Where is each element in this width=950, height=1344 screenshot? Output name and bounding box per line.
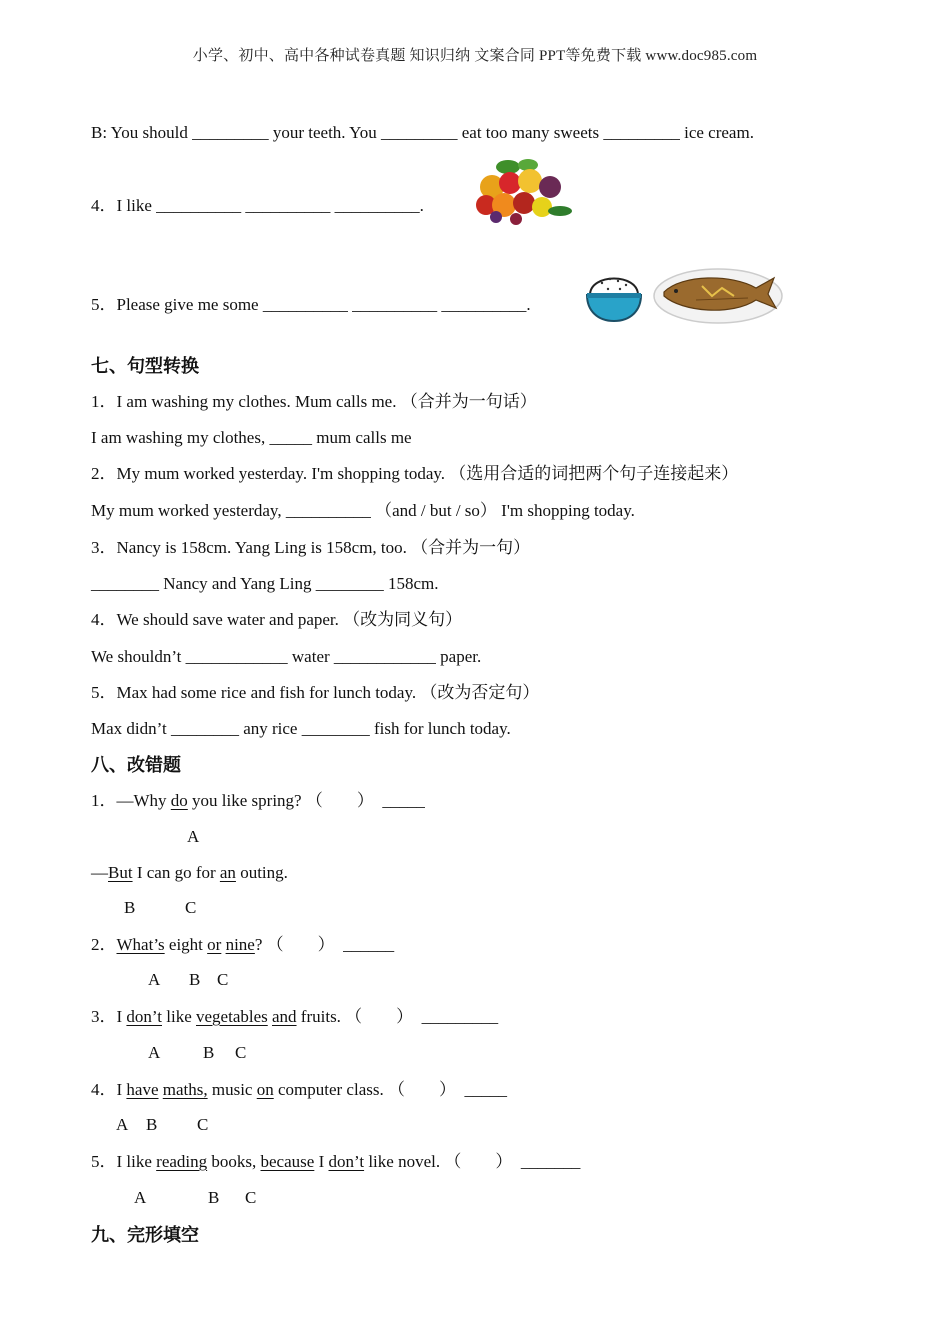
s8-q4-underlined-c: on	[256, 1080, 274, 1099]
s8-q1-underlined-c: an	[219, 863, 236, 882]
s7-q1: 1．I am washing my clothes. Mum calls me. （合并为一句话）	[91, 392, 537, 411]
s7-q1-answer: I am washing my clothes, _____ mum calls me	[91, 428, 412, 447]
s8-q5-pre: 5．I like	[91, 1152, 157, 1171]
question-4-line: 4．I like __________ __________ __________.	[91, 196, 424, 215]
s8-q5-underlined-c: don’t	[328, 1152, 365, 1171]
s8-q2-post: ? （ ） ______	[254, 935, 395, 954]
s8-q1-underlined-b: But	[108, 863, 133, 882]
s8-q2-pre: 2．	[91, 935, 117, 954]
s8-q3-mark-c: C	[235, 1043, 247, 1062]
s8-q4-pre: 4．I	[91, 1080, 127, 1099]
s8-q1-mark-a: A	[187, 827, 200, 846]
s8-q2-mark-b: B	[189, 970, 201, 989]
s7-q2-answer: My mum worked yesterday, __________ （and / but / so） I'm shopping today.	[91, 501, 635, 520]
s8-q4-post: computer class. （ ） _____	[273, 1080, 507, 1099]
s7-q4: 4．We should save water and paper. （改为同义句）	[91, 610, 463, 629]
s8-q1-pre: 1．—Why	[91, 791, 171, 810]
s8-q4-underlined-b: maths,	[162, 1080, 208, 1099]
s8-q3-t1: like	[162, 1007, 196, 1026]
s8-q1-post2: outing.	[235, 863, 288, 882]
s8-q3-pre: 3．I	[91, 1007, 127, 1026]
s8-q4	[91, 1079, 507, 1101]
s8-q5-t1: books,	[207, 1152, 261, 1171]
s8-q2-mark-c: C	[217, 970, 229, 989]
s8-q4-mark-c: C	[197, 1115, 209, 1134]
s8-q2	[91, 934, 394, 956]
s8-q4-mark-b: B	[146, 1115, 158, 1134]
s8-q4-mark-a: A	[116, 1115, 129, 1134]
s7-q2: 2．My mum worked yesterday. I'm shopping today. （选用合适的词把两个句子连接起来）	[91, 464, 739, 483]
section-8-title: 八、改错题	[91, 755, 181, 776]
s8-q3-underlined-a: don’t	[126, 1007, 162, 1026]
s8-q5	[91, 1151, 580, 1173]
s8-q5-mark-a: A	[134, 1188, 147, 1207]
s8-q2-underlined-b: or	[207, 935, 222, 954]
s7-q3: 3．Nancy is 158cm. Yang Ling is 158cm, too. （合并为一句）	[91, 538, 531, 557]
s8-q2-underlined-c: nine	[225, 935, 255, 954]
s8-q3-underlined-c: and	[272, 1007, 297, 1026]
s8-q2-underlined-a: What’s	[116, 935, 165, 954]
s8-q1-mark-c: C	[185, 898, 197, 917]
page-header: 小学、初中、高中各种试卷真题 知识归纳 文案合同 PPT等免费下载 www.doc985.com	[192, 48, 758, 64]
rice-bowl-icon	[584, 267, 644, 325]
s8-q5-mark-b: B	[208, 1188, 220, 1207]
s8-q3	[91, 1006, 498, 1028]
s8-q5-mark-c: C	[245, 1188, 257, 1207]
s8-q2-mark-a: A	[148, 970, 161, 989]
s8-q5-underlined-a: reading	[156, 1152, 208, 1171]
s8-q1-line2	[91, 862, 288, 884]
s7-q5-answer: Max didn’t ________ any rice ________ fish for lunch today.	[91, 719, 511, 738]
dialogue-line-b: B: You should _________ your teeth. You _________ eat too many sweets _________ ice cream.	[91, 123, 754, 142]
s8-q4-t2: music	[207, 1080, 257, 1099]
s8-q3-underlined-b: vegetables	[196, 1007, 268, 1026]
s8-q1-underlined-a: do	[170, 791, 188, 810]
s8-q3-post: fruits. （ ） _________	[296, 1007, 499, 1026]
s8-q1	[91, 790, 425, 812]
s8-q3-mark-a: A	[148, 1043, 161, 1062]
s8-q1-mid: I can go for	[132, 863, 220, 882]
s7-q3-answer: ________ Nancy and Yang Ling ________ 158cm.	[91, 574, 439, 593]
section-9-title: 九、完形填空	[91, 1225, 199, 1246]
question-5-line: 5．Please give me some __________ __________ __________.	[91, 295, 531, 314]
s8-q1-post: you like spring? （ ） _____	[187, 791, 425, 810]
fruits-and-vegetables-image	[472, 157, 574, 225]
fish-dish-image	[652, 266, 784, 326]
s8-q2-t1: eight	[164, 935, 208, 954]
section-7-title: 七、句型转换	[91, 356, 199, 377]
s8-q1-mark-b: B	[124, 898, 136, 917]
s8-q4-underlined-a: have	[126, 1080, 159, 1099]
s8-q5-underlined-b: because	[260, 1152, 315, 1171]
s7-q5: 5．Max had some rice and fish for lunch today. （改为否定句）	[91, 683, 540, 702]
s8-q1-dash: —	[91, 863, 108, 882]
s8-q5-t2: I	[314, 1152, 329, 1171]
s8-q3-mark-b: B	[203, 1043, 215, 1062]
s7-q4-answer: We shouldn’t ____________ water ____________ paper.	[91, 647, 482, 666]
s8-q5-post: like novel. （ ） _______	[364, 1152, 581, 1171]
